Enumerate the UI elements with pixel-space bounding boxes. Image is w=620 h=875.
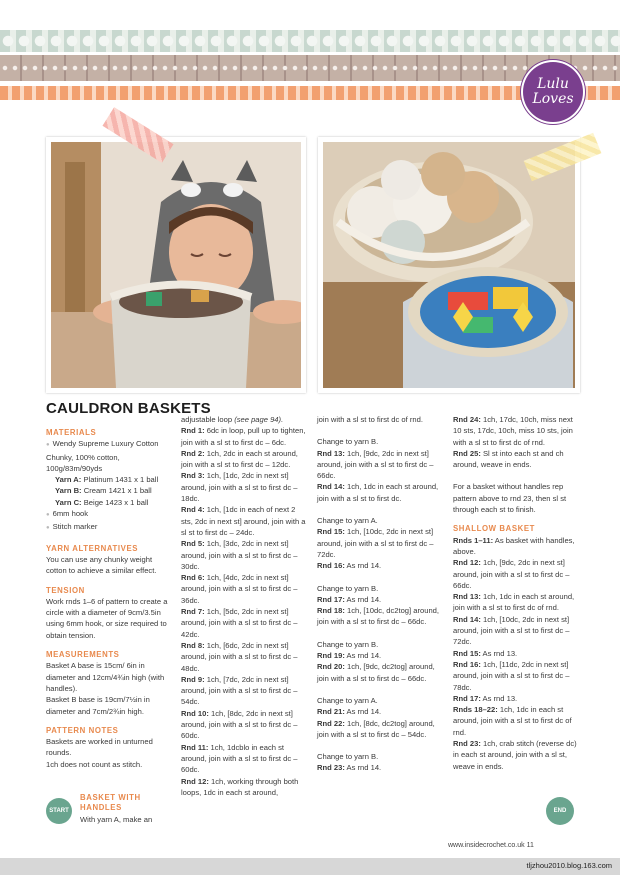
round-label: Rnd 14: [317, 482, 345, 492]
start-marker: START [46, 798, 72, 824]
materials-marker: ● Stitch marker [46, 521, 168, 534]
pattern-row: Rnd 3: 1ch, [1dc, 2dc in next st] around, join with a sl st to first dc – 18dc. [181, 471, 298, 504]
round-label: Rnds 18–22: [453, 705, 498, 715]
spacer [317, 628, 443, 639]
pattern-row: adjustable loop (see page 94). [181, 415, 284, 424]
pattern-row: Rnd 17: As rnd 14. [317, 594, 382, 604]
pattern-row: Change to yarn B. [317, 752, 379, 762]
round-label: Rnd 16: [453, 659, 481, 669]
pattern-row: Change to yarn A. [317, 695, 378, 705]
pattern-row: Rnd 24: 1ch, 17dc, 10ch, miss next 10 sts, 17dc, 10ch, miss 10 sts, join with a sl st to first dc of rnd. [453, 415, 573, 447]
pattern-row: Change to yarn B. [317, 583, 379, 593]
section-heading: SHALLOW BASKET [453, 524, 536, 534]
pattern-row: Rnd 23: As rnd 14. [317, 763, 382, 773]
round-label: Rnd 21: [317, 707, 345, 717]
spacer [317, 684, 443, 695]
round-label: Rnd 12: [453, 558, 481, 568]
pattern-row: Rnd 16: 1ch, [11dc, 2dc in next st] around, join with a sl st to first dc – 78dc. [453, 659, 570, 692]
pattern-row: Change to yarn B. [317, 437, 379, 447]
round-label: Rnd 11: [181, 742, 209, 752]
pattern-row: Rnd 4: 1ch, [1dc in each of next 2 sts, 2dc in next st] around, join with a sl st to first dc – 24dc. [181, 505, 306, 537]
spacer [453, 470, 579, 481]
tension-heading: TENSION [46, 585, 85, 595]
round-label: Rnd 18: [317, 606, 345, 616]
pattern-row: Rnd 7: 1ch, [5dc, 2dc in next st] around, join with a sl st to first dc – 42dc. [181, 607, 298, 639]
pattern-row: Rnd 10: 1ch, [8dc, 2dc in next st] around, join with a sl st to first dc – 60dc. [181, 708, 298, 741]
column-pattern-2 [317, 414, 443, 774]
lulu-loves-badge: Lulu Loves [523, 62, 583, 122]
tension-text: Work rnds 1–6 of pattern to create a circle with a diameter of 9cm/3.5in using 6mm hook, or size required to obtain tension. [46, 596, 168, 640]
round-label: Rnd 3: [181, 471, 205, 481]
pattern-row: Rnd 15: As rnd 13. [453, 648, 518, 658]
round-label: Rnd 23: [453, 739, 481, 749]
round-label: Rnd 5: [181, 539, 205, 549]
page-reference: (see page 94). [234, 415, 284, 424]
round-label: Rnd 19: [317, 651, 345, 661]
measurements-a: Basket A base is 15cm/ 6in in diameter and 12cm/4¾in high (with handles). [46, 661, 165, 693]
pattern-row: Rnd 2: 1ch, 2dc in each st around, join with a sl st to first dc – 12dc. [181, 448, 298, 470]
yarn-alternatives-text: You can use any chunky weight cotton to achieve a similar effect. [46, 554, 157, 576]
column-pattern-1 [181, 414, 307, 798]
pattern-row: Rnd 22: 1ch, [8dc, dc2tog] around, join with a sl st to first dc – 54dc. [317, 718, 435, 739]
round-label: Rnd 2: [181, 448, 205, 458]
pattern-row: Rnd 1: 6dc in loop, pull up to tighten, join with a sl st to first dc – 6dc. [181, 426, 306, 447]
round-label: Rnd 14: [453, 614, 481, 624]
end-marker: END [546, 797, 574, 825]
yarn-c: Yarn C: Beige 1423 x 1 ball [55, 497, 149, 507]
round-label: Rnd 16: [317, 561, 345, 571]
pattern-row: Rnd 15: 1ch, [10dc, 2dc in next st] around, join with a sl st to first dc – 72dc. [317, 527, 434, 559]
pattern-row: Rnd 5: 1ch, [3dc, 2dc in next st] around, join with a sl st to first dc – 30dc. [181, 539, 298, 571]
pattern-row: Rnds 18–22: 1ch, 1dc in each st around, join with a sl st to first dc of rnd. [453, 705, 572, 737]
measurements-b: Basket B base is 19cm/7½in in diameter and 7cm/2¾in high. [46, 695, 150, 716]
pattern-row: Rnds 1–11: As basket with handles, above. [453, 535, 575, 556]
round-label: Rnd 15: [317, 527, 345, 537]
decorative-border-top [0, 30, 620, 52]
round-label: Rnd 4: [181, 505, 205, 515]
round-label: Rnd 17: [317, 594, 345, 604]
footer-url: www.insidecrochet.co.uk 11 [448, 842, 534, 849]
basket-with-handles-intro: With yarn A, make an [80, 815, 153, 824]
pattern-notes-1: Baskets are worked in unturned rounds. [46, 737, 153, 758]
pattern-row: Rnd 14: 1ch, 1dc in each st around, join with a sl st to first dc. [317, 482, 439, 503]
pattern-row: Rnd 19: As rnd 14. [317, 651, 382, 661]
pattern-row: Rnd 13: 1ch, 1dc in each st around, join with a sl st to first dc of rnd. [453, 592, 575, 613]
materials-yarn: ● Wendy Supreme Luxury Cotton Chunky, 100% cotton, 100g/83m/90yds [46, 438, 168, 474]
basket-with-handles-heading: BASKET WITH HANDLES [80, 793, 141, 812]
pattern-row: For a basket without handles rep pattern above to rnd 23, then sl st through each st to finish. [453, 482, 567, 515]
pattern-row: Rnd 6: 1ch, [4dc, 2dc in next st] around, join with a sl st to first dc – 36dc. [181, 573, 298, 605]
pattern-row: Rnd 8: 1ch, [6dc, 2dc in next st] around, join with a sl st to first dc – 48dc. [181, 640, 298, 673]
pattern-notes-2: 1ch does not count as stitch. [46, 759, 143, 769]
round-label: Rnd 15: [453, 648, 481, 658]
round-label: Rnd 8: [181, 640, 205, 650]
pattern-row: Change to yarn B. [317, 639, 379, 649]
round-label: Rnd 24: [453, 415, 481, 424]
pattern-row: Rnd 14: 1ch, [10dc, 2dc in next st] around, join with a sl st to first dc – 72dc. [453, 614, 570, 647]
round-label: Rnd 9: [181, 674, 205, 684]
pattern-row: Rnd 23: 1ch, crab stitch (reverse dc) in each st around, join with a sl st, weave in ends. [453, 739, 577, 771]
yarn-a: Yarn A: Platinum 1431 x 1 ball [55, 475, 159, 485]
spacer [317, 425, 443, 436]
pattern-row: join with a sl st to first dc of rnd. [317, 415, 423, 424]
yarn-alternatives-heading: YARN ALTERNATIVES [46, 543, 139, 553]
spacer [317, 740, 443, 751]
round-label: Rnd 20: [317, 662, 345, 672]
round-label: Rnd 13: [317, 448, 345, 458]
round-label: Rnd 12: [181, 776, 209, 786]
pattern-row: Rnd 11: 1ch, 1dcblo in each st around, join with a sl st to first dc – 60dc. [181, 742, 298, 775]
pattern-row: Change to yarn A. [317, 516, 378, 526]
round-label: Rnd 10: [181, 708, 209, 718]
pattern-row: Rnd 20: 1ch, [9dc, dc2tog] around, join with a sl st to first dc – 66dc. [317, 662, 435, 683]
pattern-row: Rnd 18: 1ch, [10dc, dc2tog] around, join with a sl st to first dc – 66dc. [317, 606, 440, 627]
measurements-heading: MEASUREMENTS [46, 650, 120, 660]
spacer [317, 572, 443, 583]
pattern-row: Rnd 12: 1ch, working through both loops, 1dc in each st around, [181, 776, 299, 797]
page-title: CAULDRON BASKETS [46, 400, 211, 417]
pattern-row: Rnd 21: As rnd 14. [317, 707, 382, 717]
pattern-row: Rnd 25: Sl st into each st and ch around, weave in ends. [453, 448, 564, 470]
round-label: Rnd 23: [317, 763, 345, 773]
spacer [317, 504, 443, 515]
pattern-row: Rnd 17: As rnd 13. [453, 693, 518, 703]
round-label: Rnd 6: [181, 573, 205, 583]
round-label: Rnd 22: [317, 718, 345, 728]
watermark: tljzhou2010.blog.163.com [526, 861, 612, 870]
yarn-b: Yarn B: Cream 1421 x 1 ball [55, 486, 152, 496]
pattern-notes-heading: PATTERN NOTES [46, 725, 119, 735]
column-pattern-3 [453, 414, 579, 772]
round-label: Rnd 25: [453, 448, 481, 458]
round-label: Rnd 1: [181, 426, 205, 436]
round-label: Rnd 17: [453, 693, 481, 703]
pattern-row: Rnd 12: 1ch, [9dc, 2dc in next st] around, join with a sl st to first dc – 66dc. [453, 558, 570, 590]
pattern-row: Rnd 13: 1ch, [9dc, 2dc in next st] around, join with a sl st to first dc – 66dc. [317, 448, 434, 481]
photo-child-with-basket [46, 137, 306, 393]
round-label: Rnd 7: [181, 607, 205, 617]
round-label: Rnd 13: [453, 592, 481, 602]
column-materials [46, 427, 168, 770]
pattern-row: Rnd 9: 1ch, [7dc, 2dc in next st] around, join with a sl st to first dc – 54dc. [181, 674, 298, 707]
round-label: Rnds 1–11: [453, 535, 494, 545]
pattern-row: Rnd 16: As rnd 14. [317, 561, 382, 571]
materials-heading: MATERIALS [46, 428, 97, 437]
materials-hook: ● 6mm hook [46, 508, 168, 521]
